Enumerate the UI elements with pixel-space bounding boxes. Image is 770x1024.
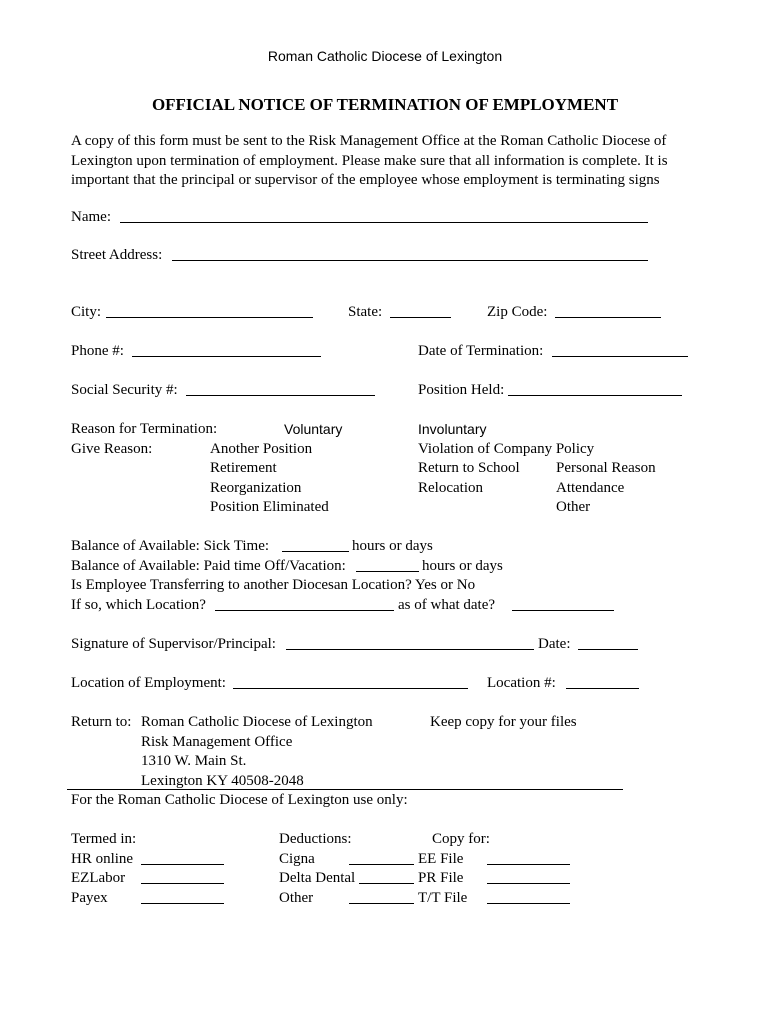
which-location-label: If so, which Location? <box>71 597 206 613</box>
return-address-line: 1310 W. Main St. <box>141 753 247 769</box>
termed-in-label: Termed in: <box>71 831 137 847</box>
deduction-item-field[interactable] <box>359 883 414 884</box>
termed-item-field[interactable] <box>141 883 224 884</box>
reason-label: Reason for Termination: <box>71 421 218 437</box>
termed-item-field[interactable] <box>141 864 224 865</box>
signature-field[interactable] <box>286 649 534 650</box>
street-address-field[interactable] <box>172 260 648 261</box>
signature-label: Signature of Supervisor/Principal: <box>71 636 276 652</box>
as-of-date-field[interactable] <box>512 610 614 611</box>
signature-date-field[interactable] <box>578 649 638 650</box>
phone-field[interactable] <box>132 356 321 357</box>
signature-date-label: Date: <box>538 636 571 652</box>
city-label: City: <box>71 304 102 320</box>
street-address-label: Street Address: <box>71 247 163 263</box>
vacation-unit: hours or days <box>422 558 503 574</box>
reason-option[interactable]: Other <box>556 499 591 515</box>
deduction-item: Cigna <box>279 851 315 867</box>
state-label: State: <box>348 304 383 320</box>
termed-item: EZLabor <box>71 870 126 886</box>
phone-label: Phone #: <box>71 343 124 359</box>
reason-option[interactable]: Reorganization <box>210 480 302 496</box>
as-of-date-label: as of what date? <box>398 597 496 613</box>
termination-date-field[interactable] <box>552 356 688 357</box>
reason-option[interactable]: Retirement <box>210 460 277 476</box>
deduction-item: Delta Dental <box>279 870 356 886</box>
name-field[interactable] <box>120 222 648 223</box>
give-reason-label: Give Reason: <box>71 441 153 457</box>
intro-line: A copy of this form must be sent to the Risk Management Office at the Roman Catholic Diocese of <box>71 133 667 149</box>
which-location-field[interactable] <box>215 610 394 611</box>
return-address-line: Lexington KY 40508-2048 <box>141 773 304 789</box>
deductions-label: Deductions: <box>279 831 352 847</box>
reason-option[interactable]: Violation of Company Policy <box>418 441 595 457</box>
section-divider <box>67 789 623 790</box>
termed-item: HR online <box>71 851 134 867</box>
voluntary-heading: Voluntary <box>284 421 343 437</box>
copy-for-label: Copy for: <box>432 831 490 847</box>
position-held-label: Position Held: <box>418 382 505 398</box>
keep-copy-note: Keep copy for your files <box>430 714 577 730</box>
copy-item: T/T File <box>418 890 468 906</box>
copy-item-field[interactable] <box>487 864 570 865</box>
deduction-item: Other <box>279 890 314 906</box>
return-to-label: Return to: <box>71 714 132 730</box>
return-address-line: Roman Catholic Diocese of Lexington <box>141 714 373 730</box>
name-label: Name: <box>71 209 111 225</box>
sick-time-field[interactable] <box>282 551 349 552</box>
reason-option[interactable]: Personal Reason <box>556 460 656 476</box>
location-number-label: Location #: <box>487 675 556 691</box>
reason-option[interactable]: Attendance <box>556 480 625 496</box>
deduction-item-field[interactable] <box>349 864 414 865</box>
termed-item-field[interactable] <box>141 903 224 904</box>
reason-option[interactable]: Relocation <box>418 480 483 496</box>
involuntary-heading: Involuntary <box>418 421 487 437</box>
zip-label: Zip Code: <box>487 304 548 320</box>
copy-item: PR File <box>418 870 464 886</box>
reason-option[interactable]: Return to School <box>418 460 520 476</box>
sick-time-unit: hours or days <box>352 538 433 554</box>
office-use-heading: For the Roman Catholic Diocese of Lexington use only: <box>71 792 408 808</box>
city-field[interactable] <box>106 317 313 318</box>
vacation-field[interactable] <box>356 571 419 572</box>
return-address-line: Risk Management Office <box>141 734 293 750</box>
copy-item-field[interactable] <box>487 883 570 884</box>
transfer-question[interactable]: Is Employee Transferring to another Diocesan Location? Yes or No <box>71 577 476 593</box>
location-number-field[interactable] <box>566 688 639 689</box>
termination-date-label: Date of Termination: <box>418 343 544 359</box>
intro-line: Lexington upon termination of employment. Please make sure that all information is complete. It is <box>71 152 668 169</box>
intro-paragraph <box>71 132 691 191</box>
form-title: OFFICIAL NOTICE OF TERMINATION OF EMPLOYMENT <box>151 95 619 114</box>
ssn-field[interactable] <box>186 395 375 396</box>
position-held-field[interactable] <box>508 395 682 396</box>
location-employment-label: Location of Employment: <box>71 675 226 691</box>
reason-option[interactable]: Position Eliminated <box>210 499 329 515</box>
zip-field[interactable] <box>555 317 661 318</box>
termed-item: Payex <box>71 890 108 906</box>
vacation-label: Balance of Available: Paid time Off/Vacation: <box>71 558 346 574</box>
organization-header: Roman Catholic Diocese of Lexington <box>267 48 503 64</box>
deduction-item-field[interactable] <box>349 903 414 904</box>
location-employment-field[interactable] <box>233 688 468 689</box>
copy-item-field[interactable] <box>487 903 570 904</box>
sick-time-label: Balance of Available: Sick Time: <box>71 538 270 554</box>
intro-line: important that the principal or supervisor of the employee whose employment is terminating signs <box>71 172 660 188</box>
copy-item: EE File <box>418 851 464 867</box>
state-field[interactable] <box>390 317 451 318</box>
ssn-label: Social Security #: <box>71 382 178 398</box>
reason-option[interactable]: Another Position <box>210 441 313 457</box>
